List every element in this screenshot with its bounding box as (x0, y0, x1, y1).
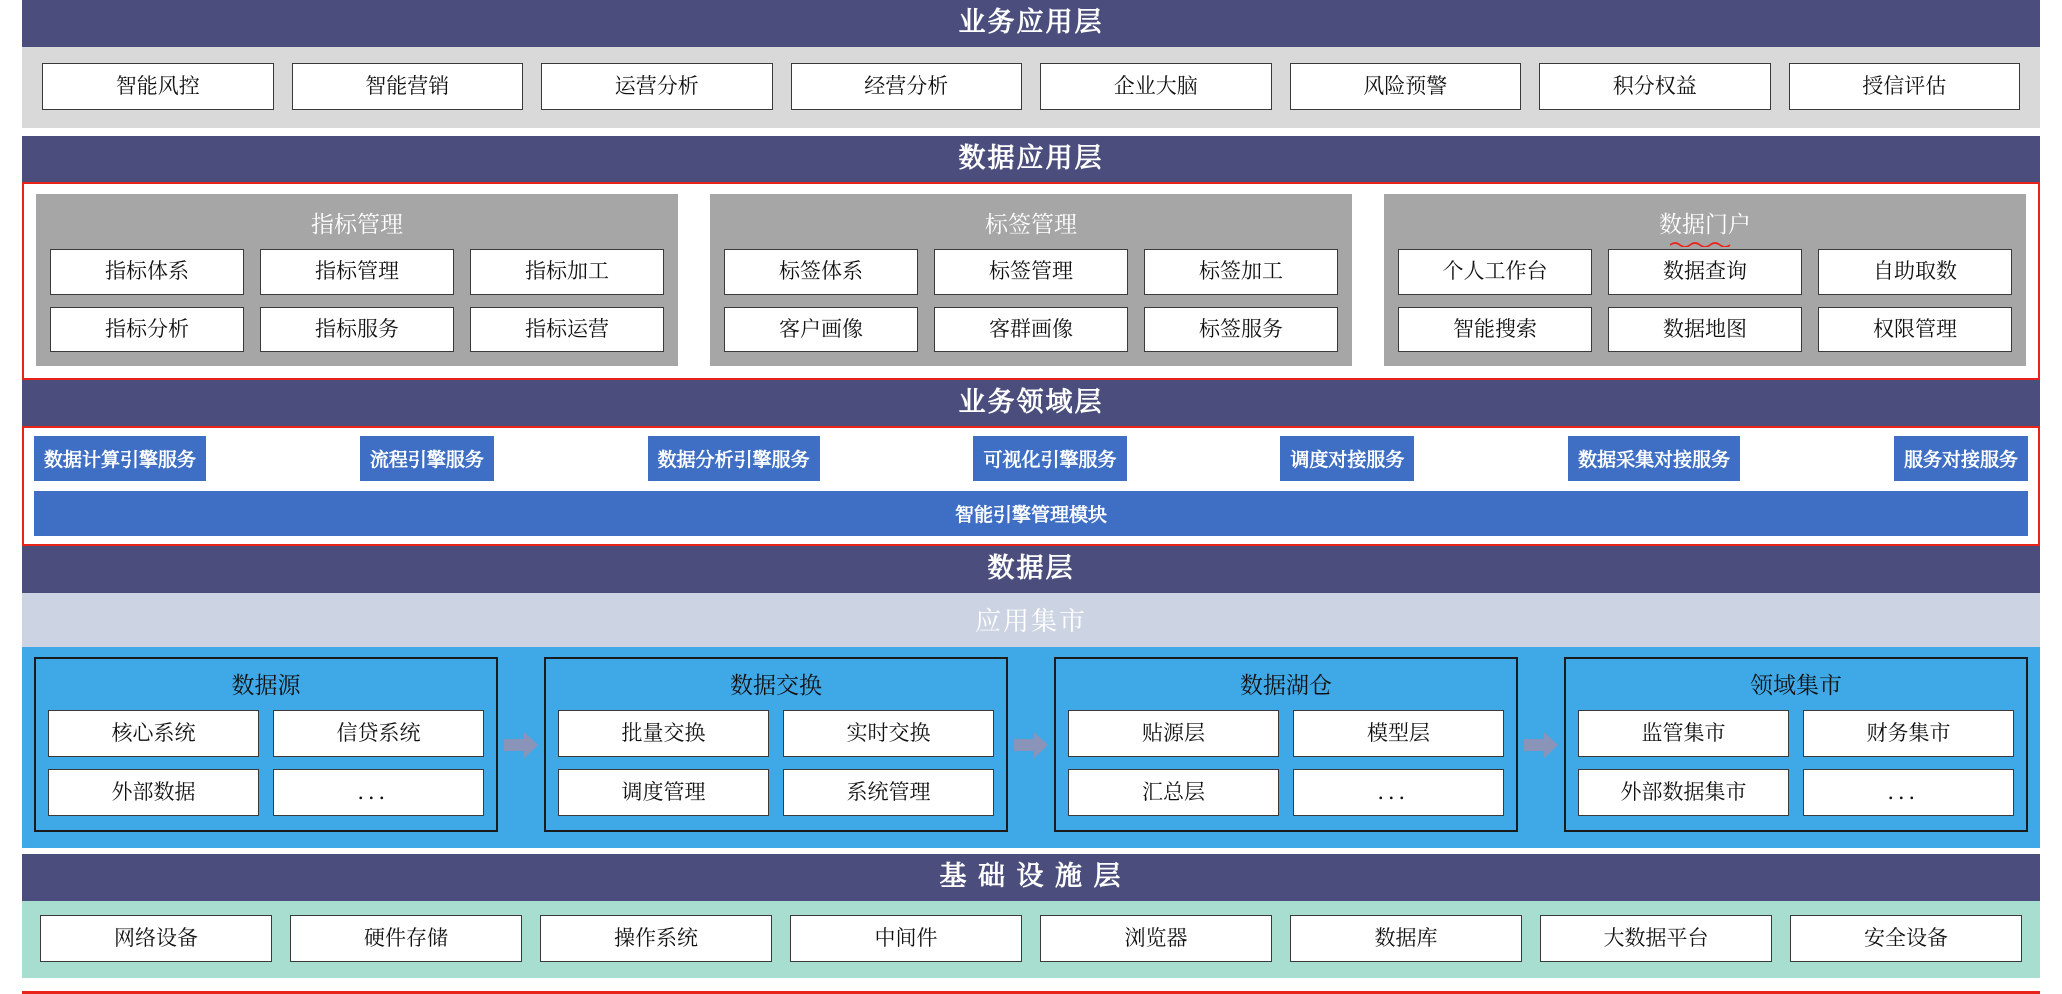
group-data-source (34, 657, 498, 832)
system-management[interactable]: 系统管理 (783, 769, 994, 816)
engine-process[interactable]: 流程引擎服务 (360, 436, 494, 481)
app-item-management-analysis[interactable]: 经营分析 (791, 63, 1023, 110)
external-data[interactable]: 外部数据 (48, 769, 259, 816)
data-layer-title: 数据层 (22, 546, 2040, 593)
domain-market-more[interactable]: ．．． (1803, 769, 2014, 816)
infra-operating-system[interactable]: 操作系统 (540, 915, 772, 962)
indicator-management[interactable]: 指标管理 (260, 249, 454, 294)
group-data-lakehouse-title: 数据湖仓 (1240, 672, 1332, 699)
group-data-exchange-title: 数据交换 (730, 672, 822, 699)
tag-management[interactable]: 标签管理 (934, 249, 1128, 294)
infra-middleware[interactable]: 中间件 (790, 915, 1022, 962)
group-domain-market-title: 领域集市 (1750, 672, 1842, 699)
engine-services-row (34, 436, 2028, 481)
app-item-enterprise-brain[interactable]: 企业大脑 (1040, 63, 1272, 110)
squiggle-underline-icon (1670, 241, 1740, 247)
app-item-smart-marketing[interactable]: 智能营销 (292, 63, 524, 110)
arrow-right-icon-1 (504, 732, 538, 758)
lakehouse-more[interactable]: ．．． (1293, 769, 1504, 816)
group-domain-market (1564, 657, 2028, 832)
summary-layer[interactable]: 汇总层 (1068, 769, 1279, 816)
group-tag-management-title: 标签管理 (985, 211, 1077, 238)
infra-security-device[interactable]: 安全设备 (1790, 915, 2022, 962)
business-app-layer-items (22, 47, 2040, 128)
engine-visualization[interactable]: 可视化引擎服务 (973, 436, 1126, 481)
group-data-exchange (544, 657, 1008, 832)
data-app-layer-highlight (22, 182, 2040, 379)
engine-scheduling-integration[interactable]: 调度对接服务 (1280, 436, 1414, 481)
app-item-credit-assessment[interactable]: 授信评估 (1789, 63, 2021, 110)
infra-hardware-storage[interactable]: 硬件存储 (290, 915, 522, 962)
group-data-portal-label: 数据门户 (1659, 211, 1751, 238)
personal-workbench[interactable]: 个人工作台 (1398, 249, 1592, 294)
application-market-bar: 应用集市 (22, 593, 2040, 647)
tag-system[interactable]: 标签体系 (724, 249, 918, 294)
model-layer[interactable]: 模型层 (1293, 710, 1504, 757)
data-source-more[interactable]: ．．． (273, 769, 484, 816)
app-item-smart-risk[interactable]: 智能风控 (42, 63, 274, 110)
batch-exchange[interactable]: 批量交换 (558, 710, 769, 757)
customer-group-profile[interactable]: 客群画像 (934, 307, 1128, 352)
schedule-management[interactable]: 调度管理 (558, 769, 769, 816)
business-domain-highlight (22, 426, 2040, 546)
app-item-points-rights[interactable]: 积分权益 (1539, 63, 1771, 110)
finance-market[interactable]: 财务集市 (1803, 710, 2014, 757)
self-service-data[interactable]: 自助取数 (1818, 249, 2012, 294)
indicator-system[interactable]: 指标体系 (50, 249, 244, 294)
app-item-risk-alert[interactable]: 风险预警 (1290, 63, 1522, 110)
data-app-layer-title: 数据应用层 (22, 136, 2040, 183)
core-system[interactable]: 核心系统 (48, 710, 259, 757)
infra-database[interactable]: 数据库 (1290, 915, 1522, 962)
indicator-operation[interactable]: 指标运营 (470, 307, 664, 352)
group-data-lakehouse (1054, 657, 1518, 832)
data-map[interactable]: 数据地图 (1608, 307, 1802, 352)
customer-profile[interactable]: 客户画像 (724, 307, 918, 352)
data-layer-groups (22, 647, 2040, 848)
group-indicator-management-title: 指标管理 (311, 211, 403, 238)
business-domain-layer-body (24, 428, 2038, 544)
engine-service-integration[interactable]: 服务对接服务 (1894, 436, 2028, 481)
business-domain-layer-title: 业务领域层 (22, 380, 2040, 427)
engine-data-collection-integration[interactable]: 数据采集对接服务 (1568, 436, 1740, 481)
smart-engine-management-module[interactable]: 智能引擎管理模块 (34, 491, 2028, 536)
tag-service[interactable]: 标签服务 (1144, 307, 1338, 352)
source-layer[interactable]: 贴源层 (1068, 710, 1279, 757)
engine-data-analysis[interactable]: 数据分析引擎服务 (648, 436, 820, 481)
smart-search[interactable]: 智能搜索 (1398, 307, 1592, 352)
arrow-right-icon-2 (1014, 732, 1048, 758)
realtime-exchange[interactable]: 实时交换 (783, 710, 994, 757)
infrastructure-layer-items (22, 901, 2040, 978)
group-indicator-management (36, 194, 678, 365)
tag-processing[interactable]: 标签加工 (1144, 249, 1338, 294)
indicator-analysis[interactable]: 指标分析 (50, 307, 244, 352)
data-query[interactable]: 数据查询 (1608, 249, 1802, 294)
group-data-source-title: 数据源 (231, 672, 301, 699)
permission-management[interactable]: 权限管理 (1818, 307, 2012, 352)
credit-system[interactable]: 信贷系统 (273, 710, 484, 757)
indicator-processing[interactable]: 指标加工 (470, 249, 664, 294)
regulatory-market[interactable]: 监管集市 (1578, 710, 1789, 757)
infrastructure-layer-title: 基 础 设 施 层 (22, 854, 2040, 901)
business-app-layer-title: 业务应用层 (22, 0, 2040, 47)
indicator-service[interactable]: 指标服务 (260, 307, 454, 352)
app-item-operation-analysis[interactable]: 运营分析 (541, 63, 773, 110)
arrow-right-icon-3 (1524, 732, 1558, 758)
external-data-market[interactable]: 外部数据集市 (1578, 769, 1789, 816)
infra-browser[interactable]: 浏览器 (1040, 915, 1272, 962)
group-data-portal (1384, 194, 2026, 365)
infra-network-device[interactable]: 网络设备 (40, 915, 272, 962)
group-data-portal-title (1398, 202, 2012, 249)
data-app-layer-groups (24, 184, 2038, 377)
group-tag-management (710, 194, 1352, 365)
infra-bigdata-platform[interactable]: 大数据平台 (1540, 915, 1772, 962)
engine-data-compute[interactable]: 数据计算引擎服务 (34, 436, 206, 481)
